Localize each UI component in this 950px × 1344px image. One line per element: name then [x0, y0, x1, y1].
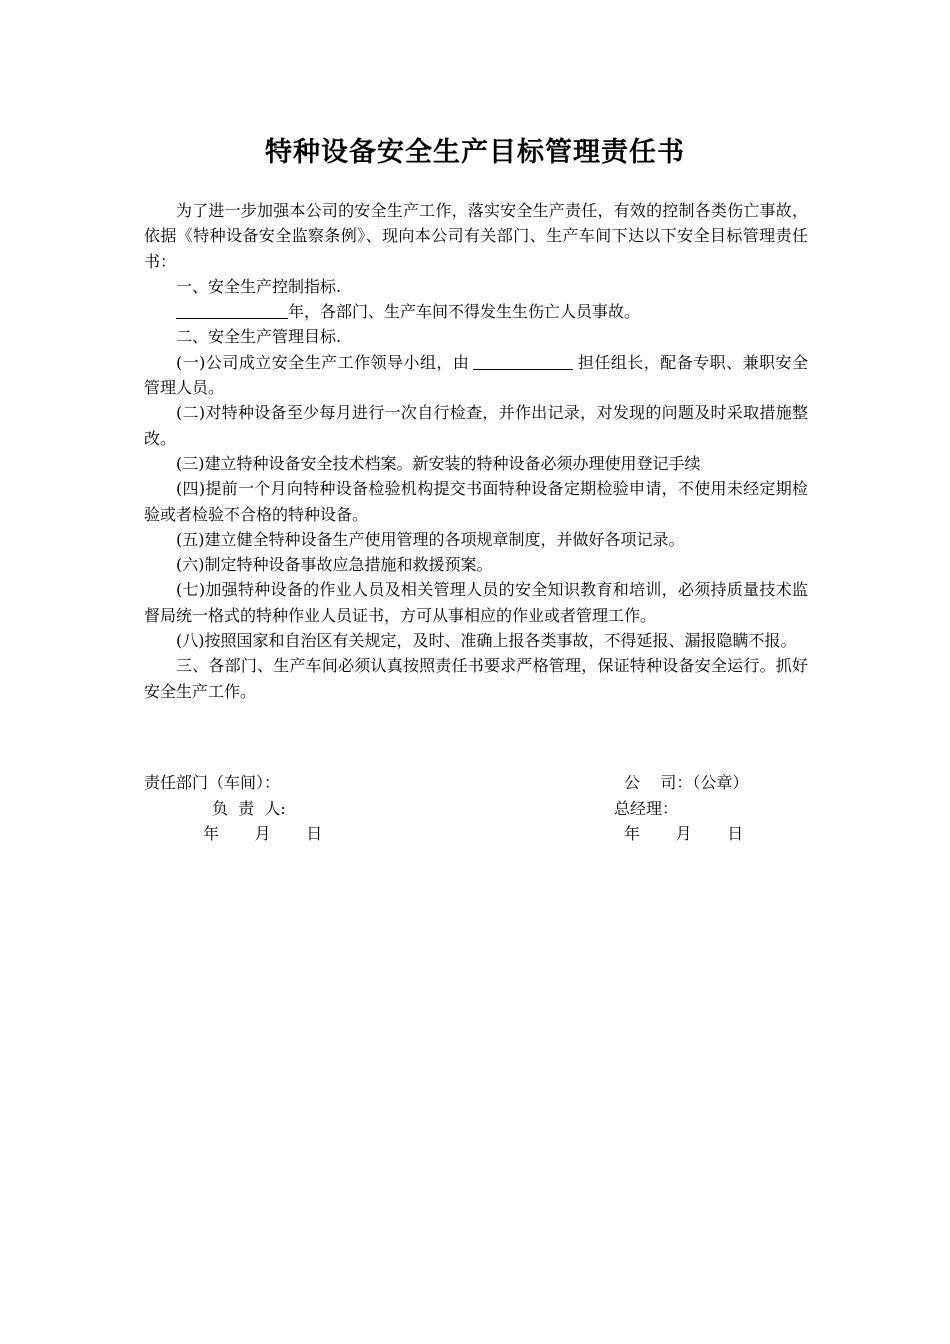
- document-body: [144, 198, 808, 704]
- item-1: [144, 350, 808, 401]
- item-7: (七)加强特种设备的作业人员及相关管理人员的安全知识教育和培训，必须持质量技术监督局统一格式的特种作业人员证书，方可从事相应的作业或者管理工作。: [144, 580, 808, 625]
- item-4: (四)提前一个月向特种设备检验机构提交书面特种设备定期检验申请，不使用未经定期检验或者检验不合格的特种设备。: [144, 479, 808, 524]
- section-2-heading: 二、安全生产管理目标.: [176, 327, 342, 347]
- responsible-department-label: 责任部门（车间）：: [144, 773, 281, 792]
- section-1-text: 年，各部门、生产车间不得发生生伤亡人员事故。: [288, 302, 641, 322]
- intro-paragraph: 为了进一步加强本公司的安全生产工作，落实安全生产责任，有效的控制各类伤亡事故，依据《特种设备安全监察条例》、现向本公司有关部门、生产车间下达以下安全目标管理责任书：: [144, 201, 808, 271]
- company-seal-label: 公 司：（公章）: [624, 773, 749, 792]
- left-date-label: 年 月 日: [203, 824, 323, 843]
- section-1-heading: 一、安全生产控制指标.: [176, 276, 342, 296]
- year-blank: [176, 301, 288, 319]
- item-2: (二)对特种设备至少每月进行一次自行检查，并作出记录，对发现的问题及时采取措施整改。: [144, 403, 808, 448]
- item-6: (六)制定特种设备事故应急措施和救援预案。: [176, 555, 493, 575]
- responsible-person-label: 负 责 人:: [212, 799, 286, 818]
- right-date-label: 年 月 日: [624, 824, 744, 843]
- section-3: 三、各部门、生产车间必须认真按照责任书要求严格管理，保证特种设备安全运行。抓好安全生产工作。: [144, 656, 808, 701]
- item-3: (三)建立特种设备安全技术档案。新安装的特种设备必须办理使用登记手续: [176, 453, 701, 473]
- item-5: (五)建立健全特种设备生产使用管理的各项规章制度，并做好各项记录。: [176, 529, 685, 549]
- general-manager-label: 总经理：: [614, 799, 679, 818]
- section-1-line: [144, 299, 808, 324]
- document-title: 特种设备安全生产目标管理责任书: [265, 137, 685, 168]
- item-1-text-after: 担任组长，配备专职、兼职安全管理人员。: [144, 352, 808, 398]
- item-1-text-before: (一)公司成立安全生产工作领导小组，由: [176, 352, 470, 372]
- item-8: (八)按照国家和自治区有关规定，及时、准确上报各类事故，不得延报、漏报隐瞒不报。: [176, 631, 797, 651]
- leader-blank: [473, 352, 573, 370]
